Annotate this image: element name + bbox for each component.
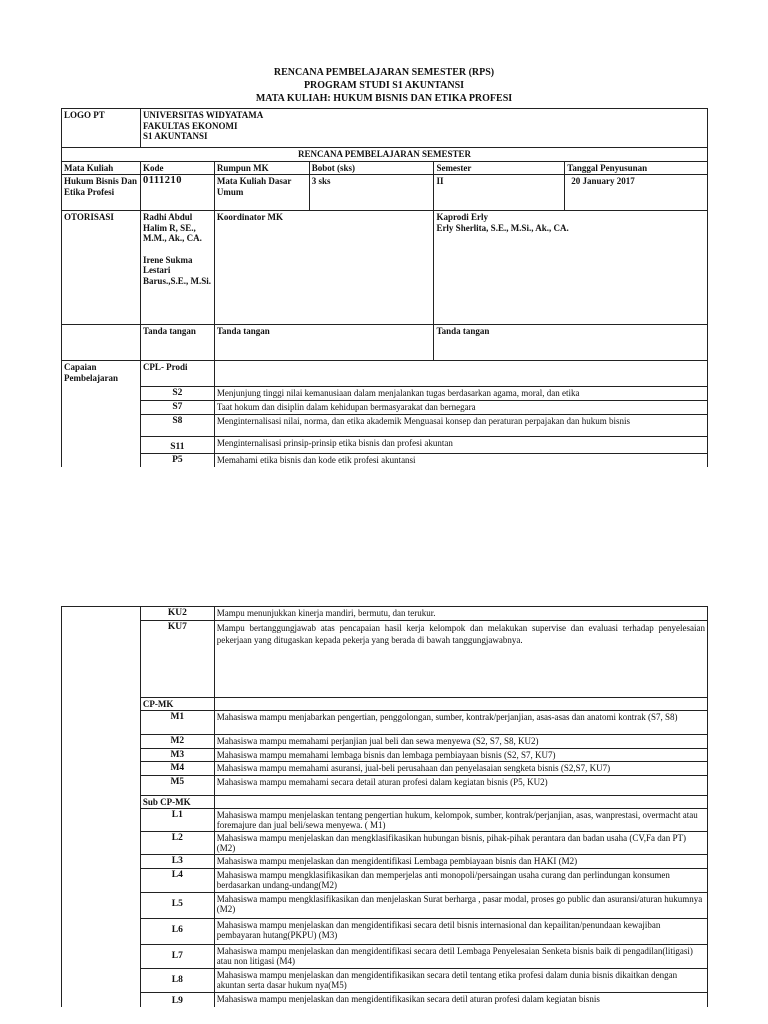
developers-cell <box>140 211 214 325</box>
subcpmk-code: L9 <box>140 992 214 1007</box>
kaprodi-cell <box>434 211 708 325</box>
subcpmk-code: L7 <box>140 944 214 968</box>
cpmk-desc: Mahasiswa mampu menjabarkan pengertian, penggolongan, sumber, kontrak/perjanjian, asas-asas dan anatomi kontrak (S7, S8) <box>214 711 707 735</box>
cpl-desc: Memahami etika bisnis dan kode etik profesi akuntansi <box>214 454 707 467</box>
rps-table-page1 <box>61 108 708 467</box>
cpl-desc: Taat hokum dan disiplin dalam kehidupan bermasyarakat dan bernegara <box>214 401 707 415</box>
cpmk-desc: Mahasiswa mampu memahami perjanjian jual beli dan sewa menyewa (S2, S7, S8, KU2) <box>214 735 707 749</box>
cpl-code: KU7 <box>140 620 214 697</box>
cpl-desc: Menginternalisasi nilai, norma, dan etika akademik Menguasai konsep dan peraturan perpajakan dan hukum bisnis <box>214 414 707 436</box>
subcpmk-desc: Mahasiswa mampu menjelaskan dan mengidentifikasikan secara detil aturan profesi dalam kegiatan bisnis <box>214 992 707 1007</box>
empty-cell <box>214 361 707 387</box>
kaprodi-name: Erly Sherlita, S.E., M.Si., Ak., CA. <box>436 222 569 233</box>
course-name: Hukum Bisnis Dan Etika Profesi <box>62 175 141 211</box>
subcpmk-desc: Mahasiswa mampu menjelaskan tentang pengertian hukum, kelompok, sumber, kontrak/perjanjian, asas, wanprestasi, overmacht atau foremajure dan jual beli/sewa menyewa. ( M1) <box>214 809 707 832</box>
developer-2: Irene Sukma Lestari Barus.,S.E., M.Si. <box>142 254 211 286</box>
program-name: S1 AKUNTANSI <box>142 131 208 141</box>
subcpmk-code: L5 <box>140 892 214 918</box>
rps-table-page2 <box>61 606 708 1007</box>
cpl-prodi-label: CPL- Prodi <box>140 361 214 387</box>
subcpmk-desc: Mahasiswa mampu menjelaskan dan mengklasifikasikan hubungan bisnis, pihak-pihak perantara dan badan usaha (CV,Fa dan PT) (M2) <box>214 832 707 855</box>
otorisasi-label: OTORISASI <box>62 211 141 325</box>
cpl-code: S7 <box>140 401 214 415</box>
cpl-desc: Mampu menunjukkan kinerja mandiri, bermutu, dan terukur. <box>214 607 707 621</box>
faculty-name: FAKULTAS EKONOMI <box>142 120 238 131</box>
cpmk-code: M1 <box>140 711 214 735</box>
cpmk-code: M4 <box>140 762 214 776</box>
cpl-code: S8 <box>140 414 214 436</box>
developer-1: Radhi Abdul Halim R, SE., M.M., Ak., CA. <box>142 212 202 243</box>
cpmk-desc: Mahasiswa mampu memahami lembaga bisnis dan lembaga pembiayaan bisnis (S2, S7, KU7) <box>214 748 707 762</box>
subcpmk-code: L8 <box>140 968 214 992</box>
program-title: PROGRAM STUDI S1 AKUNTANSI <box>303 80 465 91</box>
empty-cell <box>214 795 707 809</box>
subcpmk-code: L6 <box>140 918 214 944</box>
col-header: Rumpun MK <box>214 161 309 175</box>
col-header: Tanggal Penyusunan <box>565 161 708 175</box>
subcpmk-desc: Mahasiswa mampu mengklasifikasikan dan memperjelas anti monopoli/persaingan usaha curang dan perlindungan konsumen berdasarkan undang-undang(M2) <box>214 868 707 892</box>
subcpmk-desc: Mahasiswa mampu menjelaskan dan mengidentifikasikan secara detil tentang etika profesi dalam dunia bisnis dikaitkan dengan akuntan serta dasar hukum nya(M5) <box>214 968 707 992</box>
kaprodi-title: Kaprodi Erly <box>436 212 489 222</box>
subcpmk-desc: Mahasiswa mampu menjelaskan dan mengidentifikasi secara detil bisnis internasional dan kepailitan/penundaan kewajiban pembayaran hutang(PKPU) (M3) <box>214 918 707 944</box>
course-title: MATA KULIAH: HUKUM BISNIS DAN ETIKA PROFESI <box>255 93 513 104</box>
logo-label: LOGO PT <box>64 110 105 120</box>
empty-cell <box>214 697 707 711</box>
subcpmk-desc: Mahasiswa mampu mengklasifikasikan dan menjelaskan Surat berharga , pasar modal, proses go public dan asuransi/aturan hukumnya (M2) <box>214 892 707 918</box>
subcpmk-code: L2 <box>140 832 214 855</box>
course-code: 0111210 <box>140 175 214 211</box>
signature-label: Tanda tangan <box>434 325 708 361</box>
signature-label: Tanda tangan <box>140 325 214 361</box>
subcpmk-desc: Mahasiswa mampu menjelaskan dan mengidentifikasi secara detil Lembaga Penyelesaian Senketa bisnis baik di pengadilan(litigasi) atau non litigasi (M4) <box>214 944 707 968</box>
institution-cell <box>140 109 707 148</box>
logo-cell <box>62 109 141 148</box>
capaian-label: Capaian Pembelajaran <box>62 361 141 467</box>
subcpmk-code: L1 <box>140 809 214 832</box>
cpl-code: P5 <box>140 454 214 467</box>
course-bobot: 3 sks <box>309 175 434 211</box>
col-header: Mata Kuliah <box>62 161 141 175</box>
cpmk-label: CP-MK <box>140 697 214 711</box>
cpl-desc: Menginternalisasi prinsip-prinsip etika bisnis dan profesi akuntan <box>214 436 707 454</box>
cpl-code: S2 <box>140 387 214 401</box>
subcpmk-desc: Mahasiswa mampu menjelaskan dan mengidentifikasi Lembaga pembiayaan bisnis dan HAKI (M2) <box>214 855 707 869</box>
subcpmk-code: L4 <box>140 868 214 892</box>
capaian-continued <box>62 607 141 1008</box>
rps-title-row: RENCANA PEMBELAJARAN SEMESTER <box>62 148 708 162</box>
cpl-code: KU2 <box>140 607 214 621</box>
koordinator-cell: Koordinator MK <box>214 211 434 325</box>
col-header: Bobot (sks) <box>309 161 434 175</box>
document-header <box>0 66 768 105</box>
cpmk-code: M5 <box>140 775 214 795</box>
cpmk-desc: Mahasiswa mampu memahami asuransi, jual-beli perusahaan dan penyelasaian sengketa bisnis (S2,S7, KU7) <box>214 762 707 776</box>
empty-cell <box>62 325 141 361</box>
course-semester: II <box>434 175 565 211</box>
cpl-code: S11 <box>140 436 214 454</box>
subcpmk-label: Sub CP-MK <box>140 795 214 809</box>
cpmk-code: M3 <box>140 748 214 762</box>
col-header: Kode <box>140 161 214 175</box>
cpl-desc: Menjunjung tinggi nilai kemanusiaan dalam menjalankan tugas berdasarkan agama, moral, dan etika <box>214 387 707 401</box>
course-date: 20 January 2017 <box>565 175 708 211</box>
doc-title: RENCANA PEMBELAJARAN SEMESTER (RPS) <box>273 67 495 78</box>
signature-label: Tanda tangan <box>214 325 434 361</box>
cpl-desc: Mampu bertanggungjawab atas pencapaian hasil kerja kelompok dan melakukan supervise dan evaluasi terhadap penyelesaian pekerjaan yang ditugaskan kepada pekerja yang berada di bawah tanggungjawabnya. <box>214 620 707 697</box>
cpmk-code: M2 <box>140 735 214 749</box>
university-name: UNIVERSITAS WIDYATAMA <box>142 110 264 120</box>
subcpmk-code: L3 <box>140 855 214 869</box>
cpmk-desc: Mahasiswa mampu memahami secara detail aturan profesi dalam kegiatan bisnis (P5, KU2) <box>214 775 707 795</box>
col-header: Semester <box>434 161 565 175</box>
course-rumpun: Mata Kuliah Dasar Umum <box>214 175 309 211</box>
